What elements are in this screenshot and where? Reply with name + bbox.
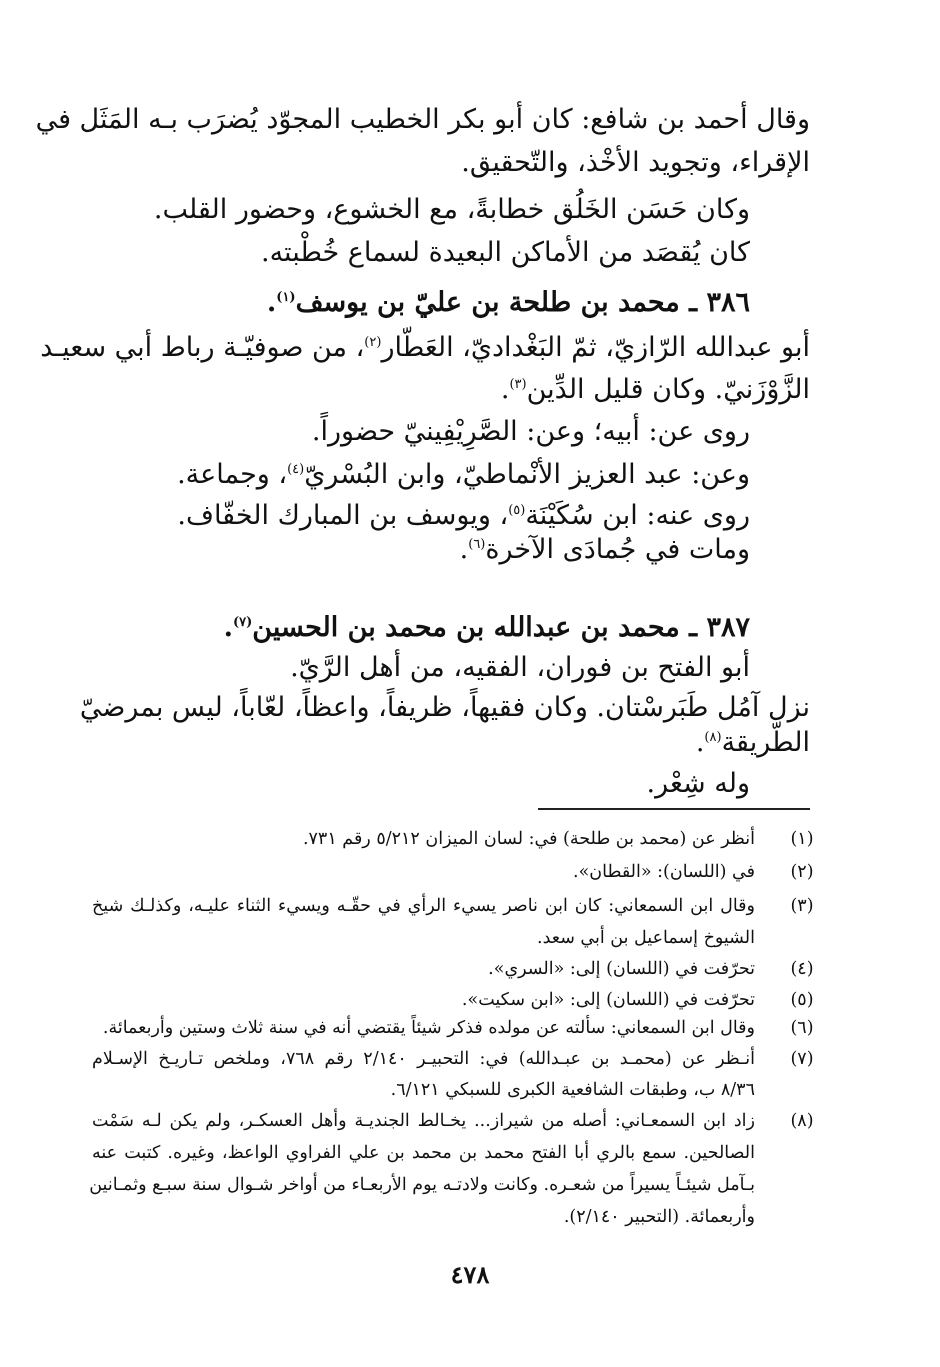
entry-386-heading: ٣٨٦ ـ محمد بن طلحة بن عليّ بن يوسف$^{(١)}$. <box>266 287 750 318</box>
footnote-text: الصالحين. سمع بالري أبا الفتح محمد بن محمد بن علي الفراوي الواعظ، وغيره. كتبت عنه <box>92 1143 755 1163</box>
paragraph-line: الزَّوْزَنيّ. وكان قليل الدِّين$^{(٣)}$. <box>500 374 810 405</box>
footnote-text: بـآمل شيئـاً يسيراً من شعـره. وكانت ولادتـه يوم الأربعـاء من أواخر شـوال سنة سبـع وثمـانين <box>89 1175 755 1195</box>
page-number: ٤٧٨ <box>450 1260 490 1289</box>
footnote-text: زاد ابن السمعـاني: أصله من شيراز... يخـالط الجنديـة وأهل العسكـر، ولم يكن لـه سَمْت <box>92 1111 755 1131</box>
paragraph-line: نزل آمُل طَبَرسْتان. وكان فقيهاً، ظريفاً، واعظاً، لعّاباً، ليس بمرضيّ <box>79 692 810 723</box>
paragraph-line: أبو الفتح بن فوران، الفقيه، من أهل الرَّيّ. <box>290 652 750 683</box>
footnote-number: (٦) <box>790 1018 814 1038</box>
paragraph-line: الإقراء، وتجويد الأخْذ، والتّحقيق. <box>461 147 810 178</box>
footnote-number: (٢) <box>790 862 814 882</box>
entry-387-heading: ٣٨٧ ـ محمد بن عبدالله بن محمد بن الحسين$^{(٧)}$. <box>223 612 750 643</box>
footnote-text: وقال ابن السمعاني: كان ابن ناصر يسيء الرأي في حقّـه ويسيء الثناء عليـه، وكذلـك شيخ <box>92 896 755 916</box>
footnote-text: وقال ابن السمعاني: سألته عن مولده فذكر شيئاً يقتضي أنه في سنة ثلاث وستين وأربعمائة. <box>102 1018 755 1038</box>
paragraph-line: أبو عبدالله الرّازيّ، ثمّ البَغْداديّ، العَطّار$^{(٢)}$، من صوفيّـة رباط أبي سعيـد <box>40 332 810 363</box>
footnote-text: تحرّفت في (اللسان) إلى: «ابن سكيت». <box>461 990 755 1010</box>
footnote-text: تحرّفت في (اللسان) إلى: «السري». <box>488 959 755 979</box>
paragraph-line: روى عن: أبيه؛ وعن: الصَّرِيْفِينيّ حضوراً. <box>311 416 750 447</box>
footnote-number: (٣) <box>790 896 814 916</box>
footnote-number: (٨) <box>790 1111 814 1131</box>
footnote-number: (٤) <box>790 959 814 979</box>
footnote-number: (١) <box>790 829 814 849</box>
footnote-text: وأربعمائة. (التحبير ٢/١٤٠). <box>563 1207 755 1227</box>
paragraph-line: وكان حَسَن الخَلُق خطابةً، مع الخشوع، وحضور القلب. <box>153 194 750 225</box>
footnote-text: في (اللسان): «القطان». <box>573 862 755 882</box>
footnote-text: ٨/٣٦ ب، وطبقات الشافعية الكبرى للسبكي ٦/١٢١. <box>390 1080 755 1100</box>
footnote-number: (٧) <box>790 1049 814 1069</box>
paragraph-line: ومات في جُمادَى الآخرة$^{(٦)}$. <box>459 534 750 565</box>
footnote-number: (٥) <box>790 990 814 1010</box>
paragraph-line: وقال أحمد بن شافع: كان أبو بكر الخطيب المجوّد يُضرَب بـه المَثَل في <box>35 104 810 135</box>
footnote-text: أنظر عن (محمد بن طلحة) في: لسان الميزان ٥/٢١٢ رقم ٧٣١. <box>302 829 755 849</box>
footnote-text: الشيوخ إسماعيل بن أبي سعد. <box>537 928 755 948</box>
footnote-separator <box>538 808 810 810</box>
paragraph-line: روى عنه: ابن سُكَيْنَة$^{(٥)}$، ويوسف بن المبارك الخفّاف. <box>177 500 750 531</box>
paragraph-line: كان يُقصَد من الأماكن البعيدة لسماع خُطْبته. <box>261 237 750 268</box>
paragraph-line: وله شِعْر. <box>646 768 750 799</box>
footnote-text: أنـظر عن (محمـد بن عبـدالله) في: التحبيـر ٢/١٤٠ رقم ٧٦٨، وملخص تـاريـخ الإسـلام <box>92 1049 756 1069</box>
paragraph-line: الطّريقة$^{(٨)}$. <box>695 727 810 758</box>
paragraph-line: وعن: عبد العزيز الأنْماطيّ، وابن البُسْريّ$^{(٤)}$، وجماعة. <box>177 459 750 490</box>
